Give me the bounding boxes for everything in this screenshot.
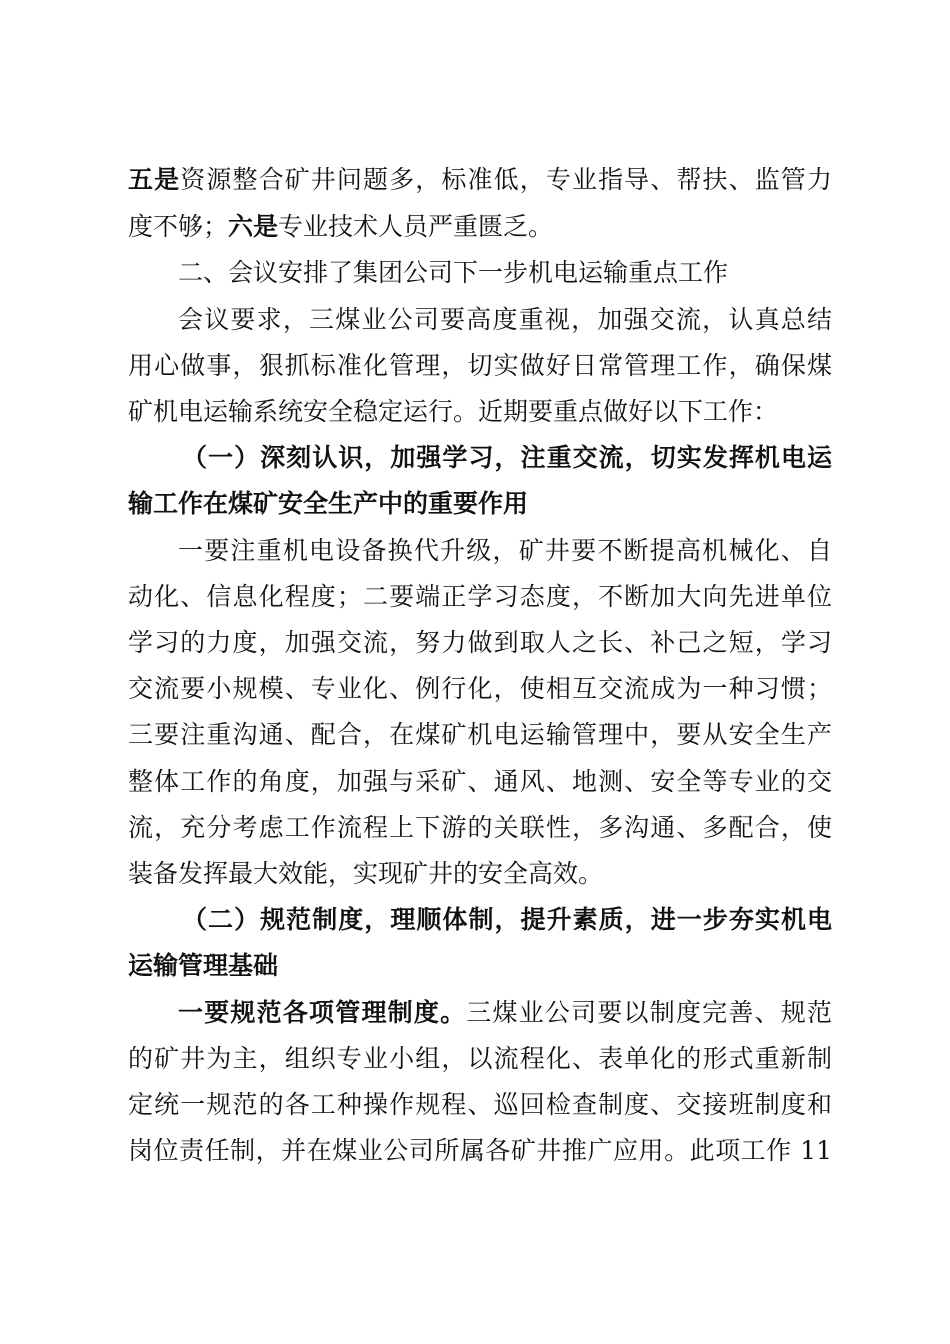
paragraph-line: 三要注重沟通、配合，在煤矿机电运输管理中，要从安全生产 [128,720,832,749]
paragraph-line: 动化、信息化程度；二要端正学习态度，不断加大向先进单位 [128,582,832,611]
paragraph-line [128,207,832,247]
paragraph-line: 学习的力度，加强交流，努力做到取人之长、补己之短，学习 [128,628,832,657]
paragraph-line: 的矿井为主，组织专业小组，以流程化、表单化的形式重新制 [128,1044,832,1073]
paragraph-line: 用心做事，狠抓标准化管理，切实做好日常管理工作，确保煤 [128,351,832,380]
paragraph-line: 装备发挥最大效能，实现矿井的安全高效。 [128,859,604,888]
body-text: 资源整合矿井问题多，标准低，专业指导、帮扶、监管力 [180,165,832,194]
subheading: 输工作在煤矿安全生产中的重要作用 [128,489,529,518]
subheading: 运输管理基础 [128,951,279,980]
paragraph-line: 定统一规范的各工种操作规程、巡回检查制度、交接班制度和 [128,1090,832,1119]
paragraph-line: 一要注重机电设备换代升级，矿井要不断提高机械化、自 [178,536,832,565]
paragraph-line: 矿机电运输系统安全稳定运行。近期要重点做好以下工作： [128,397,779,426]
bold-lead-text: 六是 [228,212,279,241]
paragraph-line: 交流要小规模、专业化、例行化，使相互交流成为一种习惯； [128,674,832,703]
paragraph-line: 整体工作的角度，加强与采矿、通风、地测、安全等专业的交 [128,767,832,796]
section-heading: 二、会议安排了集团公司下一步机电运输重点工作 [178,258,729,287]
subheading: （二）规范制度，理顺体制，提升素质，进一步夯实机电 [182,905,832,934]
body-text: 专业技术人员严重匮乏。 [278,212,554,241]
paragraph-line: 岗位责任制，并在煤业公司所属各矿井推广应用。此项工作 11 [128,1136,832,1165]
paragraph-line: 流，充分考虑工作流程上下游的关联性，多沟通、多配合，使 [128,813,832,842]
bold-lead-text: 一要规范各项管理制度。 [178,998,467,1027]
paragraph-line [128,160,832,200]
body-text: 度不够； [128,212,229,241]
paragraph-line: 会议要求，三煤业公司要高度重视，加强交流，认真总结 [178,305,832,334]
subheading: （一）深刻认识，加强学习，注重交流，切实发挥机电运 [182,443,832,472]
body-text: 三煤业公司要以制度完善、规范 [466,998,832,1027]
paragraph-line [128,993,832,1033]
bold-lead-text: 五是 [128,165,181,194]
